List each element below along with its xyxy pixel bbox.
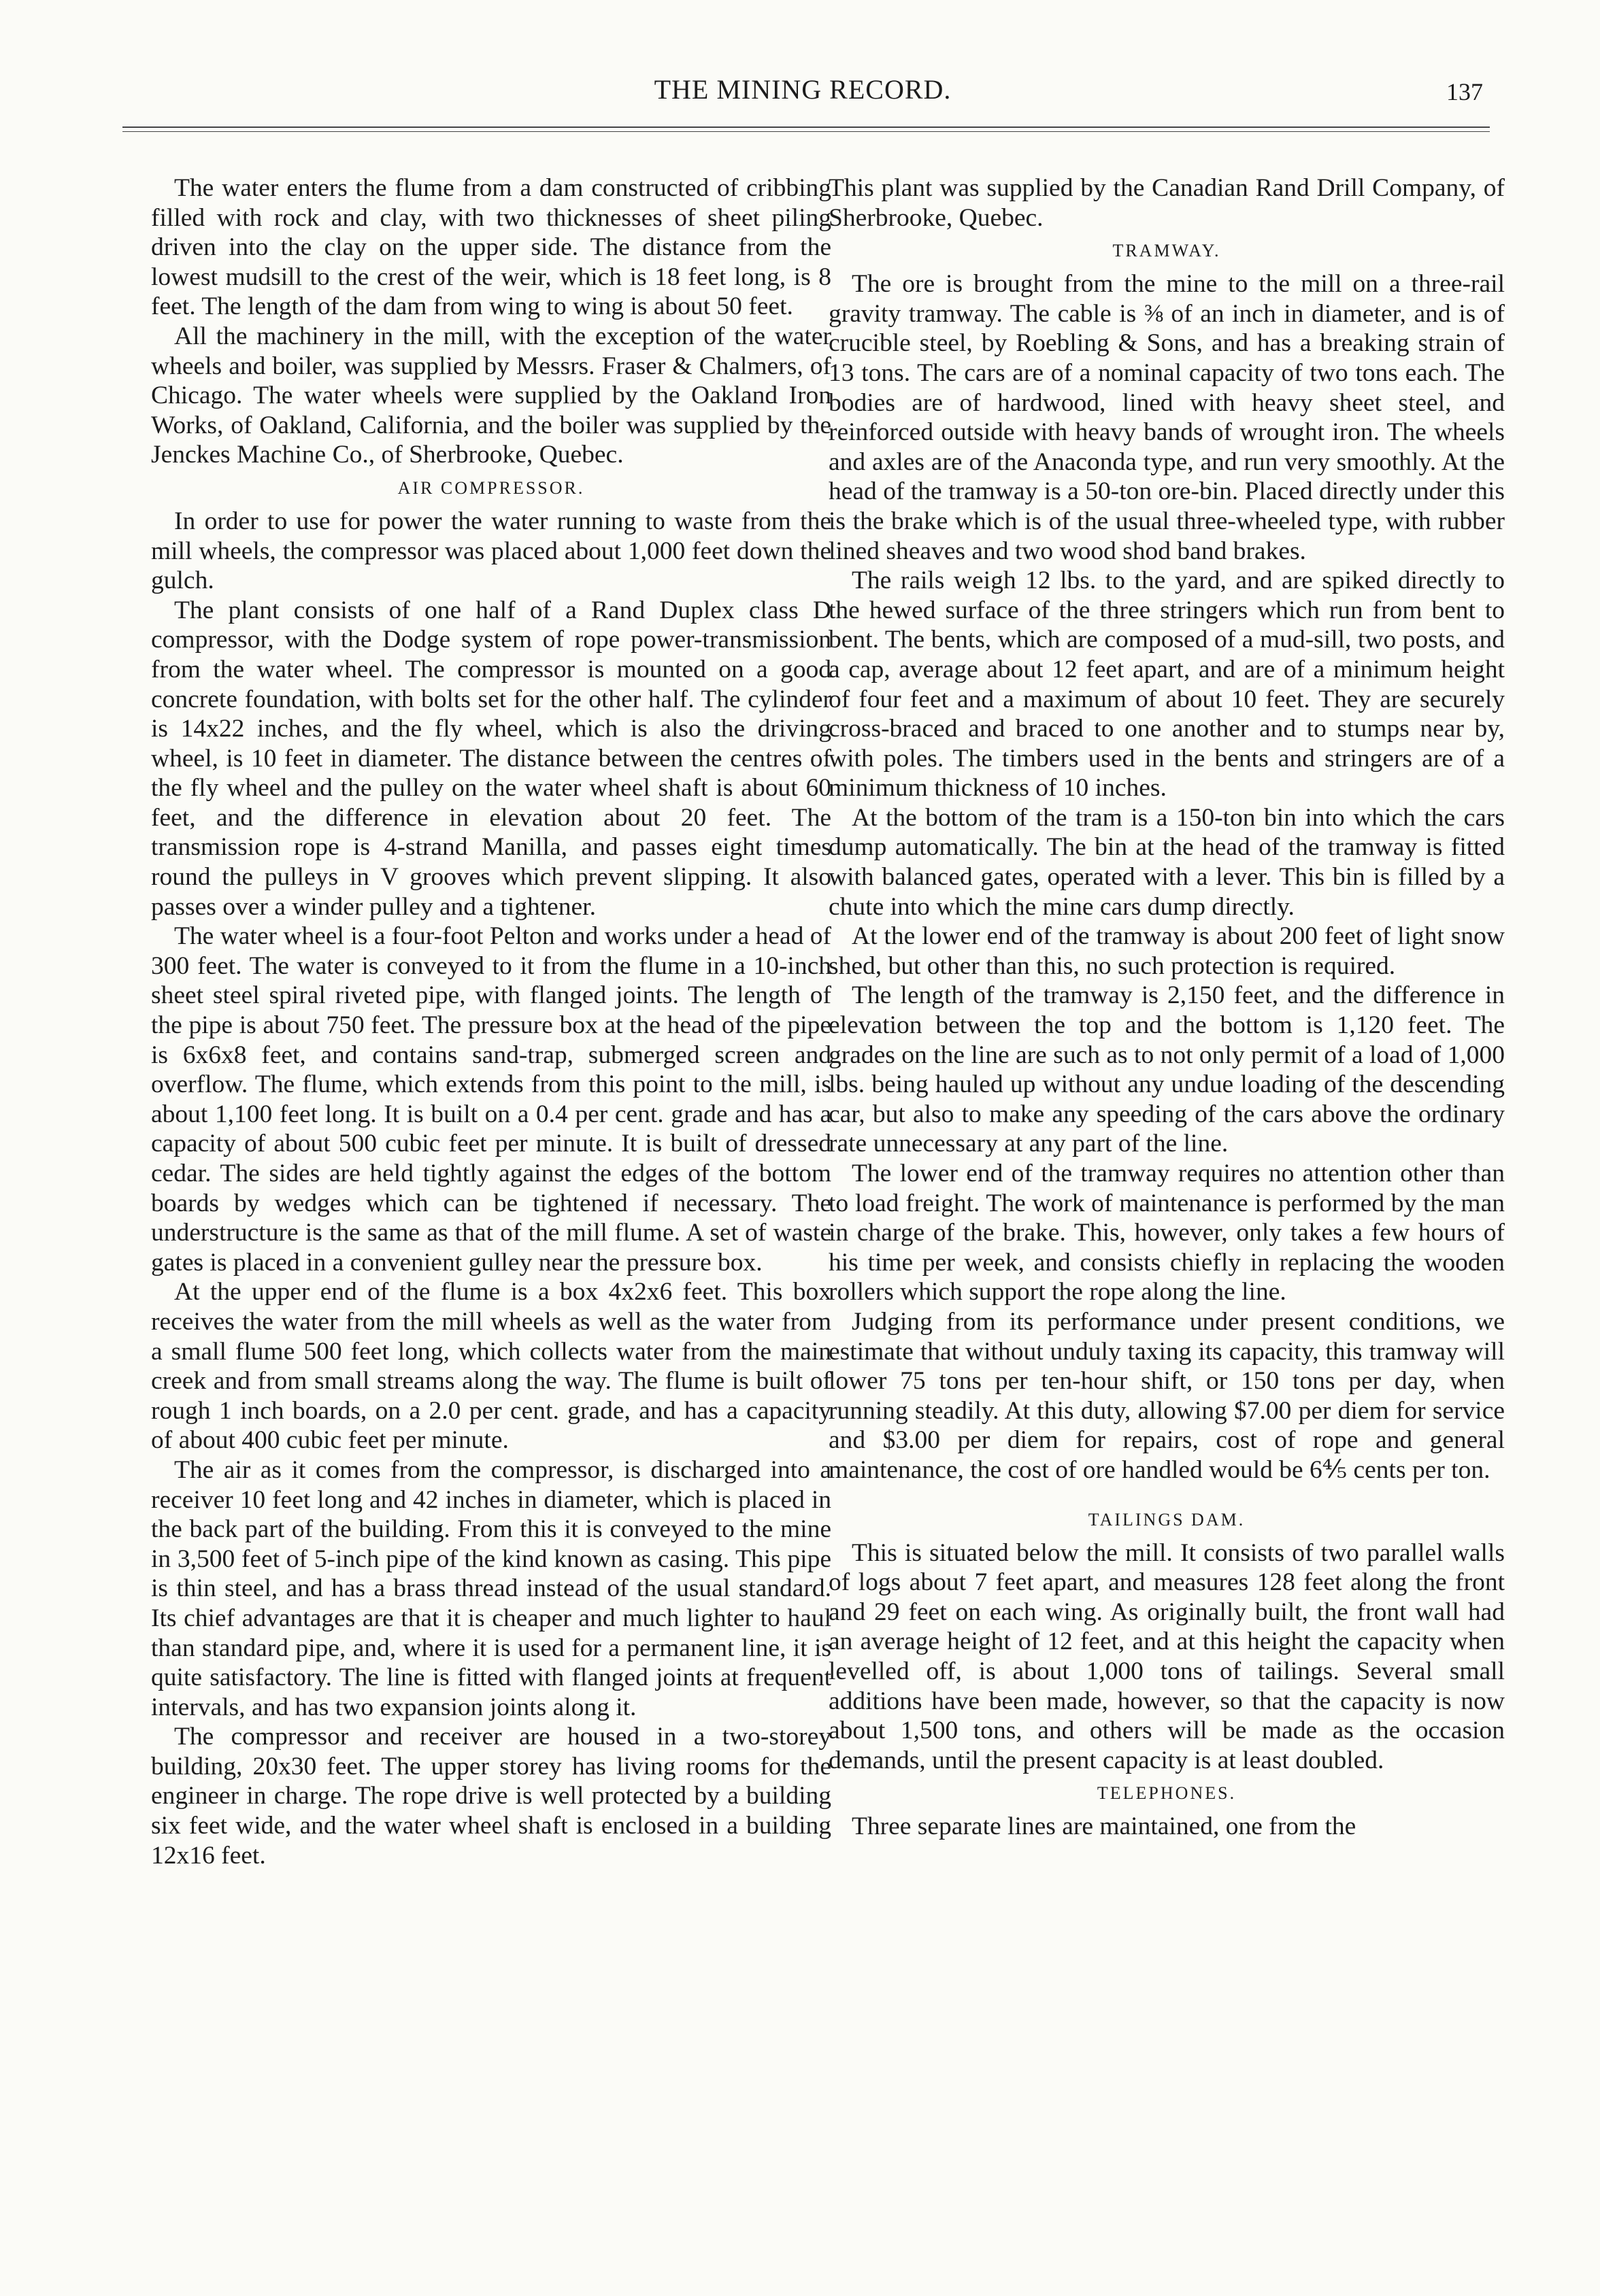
paragraph: All the machinery in the mill, with the exception of the water wheels and boiler, was supplied by Messrs. Fraser & Chalmers, of Chicago. The water wheels were supplied by the Oakland Iron Works, of Oakland, California, and the boiler was supplied by the Jenckes Machine Co., of Sherbrooke, Quebec. [151,322,831,469]
journal-title: THE MINING RECORD. [654,74,952,105]
paragraph: The plant consists of one half of a Rand Duplex class D compressor, with the Dodge system of rope power-transmission from the water wheel. The compressor is mounted on a good concrete foundation, with bolts set for the other half. The cylinder is 14x22 inches, and the fly wheel, which is also the driving wheel, is 10 feet in diameter. The distance between the centres of the fly wheel and the pulley on the water wheel shaft is about 60 feet, and the difference in elevation about 20 feet. The transmission rope is 4-strand Manilla, and passes eight times round the pulleys in V grooves which prevent slipping. It also passes over a winder pulley and a tightener. [151,596,831,921]
paragraph: The air as it comes from the compressor, is discharged into a receiver 10 feet long and 42 inches in diameter, which is placed in the back part of the building. From this it is conveyed to the mine in 3,500 feet of 5-inch pipe of the kind known as casing. This pipe is thin steel, and has a brass thread instead of the usual standard. Its chief advantages are that it is cheaper and much lighter to haul than standard pipe, and, where it is used for a permanent line, it is quite satisfactory. The line is fitted with flanged joints at frequent intervals, and has two expansion joints along it. [151,1455,831,1721]
paragraph: At the bottom of the tram is a 150-ton bin into which the cars dump automatically. The bin at the head of the tramway is fitted with balanced gates, operated with a lever. This bin is filled by a chute into which the mine cars dump directly. [829,803,1505,921]
right-column [829,173,1505,1842]
section-heading-tramway: TRAMWAY. [1112,241,1221,261]
paragraph: In order to use for power the water running to waste from the mill wheels, the compressor was placed about 1,000 feet down the gulch. [151,507,831,595]
section-heading-air-compressor: AIR COMPRESSOR. [397,477,585,498]
page-number: 137 [1446,78,1483,105]
paragraph: The length of the tramway is 2,150 feet, and the difference in elevation between the top and the bottom is 1,120 feet. The grades on the line are such as to not only permit of a load of 1,000 lbs. being hauled up without any undue loading of the descending car, but also to make any speeding of the cars above the ordinary rate unnecessary at any part of the line. [829,981,1505,1158]
page-header [122,73,1483,121]
paragraph: The water wheel is a four-foot Pelton and works under a head of 300 feet. The water is conveyed to it from the flume in a 10-inch sheet steel spiral riveted pipe, with flanged joints. The length of the pipe is about 750 feet. The pressure box at the head of the pipe is 6x6x8 feet, and contains sand-trap, submerged screen and overflow. The flume, which extends from this point to the mill, is about 1,100 feet long. It is built on a 0.4 per cent. grade and has a capacity of about 500 cubic feet per minute. It is built of dressed cedar. The sides are held tightly against the edges of the bottom boards by wedges which can be tightened if necessary. The understructure is the same as that of the mill flume. A set of waste gates is placed in a convenient gulley near the pressure box. [151,922,831,1277]
paragraph: This plant was supplied by the Canadian Rand Drill Company, of Sherbrooke, Quebec. [829,174,1505,232]
paragraph: Three separate lines are maintained, one from the [852,1812,1356,1841]
section-heading-telephones: TELEPHONES. [1097,1783,1237,1804]
paragraph: The rails weigh 12 lbs. to the yard, and are spiked directly to the hewed surface of the three stringers which run from bent to bent. The bents, which are composed of a mud-sill, two posts, and a cap, average about 12 feet apart, and are of a minimum height of four feet and a maximum of about 10 feet. They are securely cross-braced and braced to one another and to stumps near by, with poles. The timbers used in the bents and stringers are of a minimum thickness of 10 inches. [829,567,1505,803]
paragraph: The water enters the flume from a dam constructed of cribbing filled with rock and clay, with two thicknesses of sheet piling driven into the clay on the upper side. The distance from the lowest mudsill to the crest of the weir, which is 18 feet long, is 8 feet. The length of the dam from wing to wing is about 50 feet. [151,174,831,321]
section-heading-tailings-dam: TAILINGS DAM. [1088,1509,1246,1530]
paragraph: This is situated below the mill. It consists of two parallel walls of logs about 7 feet apart, and measures 128 feet along the front and 29 feet on each wing. As originally built, the front wall had an average height of 12 feet, and at this height the capacity when levelled off, is about 1,000 tons of tailings. Several small additions have been made, however, so that the capacity is now about 1,500 tons, and others will be made as the occasion demands, until the present capacity is at least doubled. [829,1538,1505,1774]
paragraph: The compressor and receiver are housed in a two-storey building, 20x30 feet. The upper storey has living rooms for the engineer in charge. The rope drive is well protected by a building six feet wide, and the water wheel shaft is enclosed in a building 12x16 feet. [151,1723,831,1870]
left-column [151,173,831,1870]
paragraph: The ore is brought from the mine to the mill on a three-rail gravity tramway. The cable is ⅜ of an inch in diameter, and is of crucible steel, by Roebling & Sons, and has a breaking strain of 13 tons. The cars are of a nominal capacity of two tons each. The bodies are of hardwood, lined with heavy sheet steel, and reinforced outside with heavy bands of wrought iron. The wheels and axles are of the Anaconda type, and run very smoothly. At the head of the tramway is a 50-ton ore-bin. Placed directly under this is the brake which is of the usual three-wheeled type, with rubber lined sheaves and two wood shod band brakes. [829,270,1505,565]
paragraph: At the upper end of the flume is a box 4x2x6 feet. This box receives the water from the mill wheels as well as the water from a small flume 500 feet long, which collects water from the main creek and from small streams along the way. The flume is built of rough 1 inch boards, on a 2.0 per cent. grade, and has a capacity of about 400 cubic feet per minute. [151,1278,831,1455]
paragraph: At the lower end of the tramway is about 200 feet of light snow shed, but other than this, no such protection is required. [829,922,1505,980]
paragraph: The lower end of the tramway requires no attention other than to load freight. The work of maintenance is performed by the man in charge of the brake. This, however, only takes a few hours of his time per week, and consists chiefly in replacing the wooden rollers which support the rope along the line. [829,1160,1505,1306]
header-rule [122,126,1490,128]
header-rule-thin [122,131,1490,132]
paragraph: Judging from its performance under present conditions, we estimate that without unduly taxing its capacity, this tramway will lower 75 tons per ten-hour shift, or 150 tons per day, when running steadily. At this duty, allowing $7.00 per diem for service and $3.00 per diem for repairs, cost of rope and general maintenance, the cost of ore handled would be 6⅘ cents per ton. [829,1307,1505,1484]
